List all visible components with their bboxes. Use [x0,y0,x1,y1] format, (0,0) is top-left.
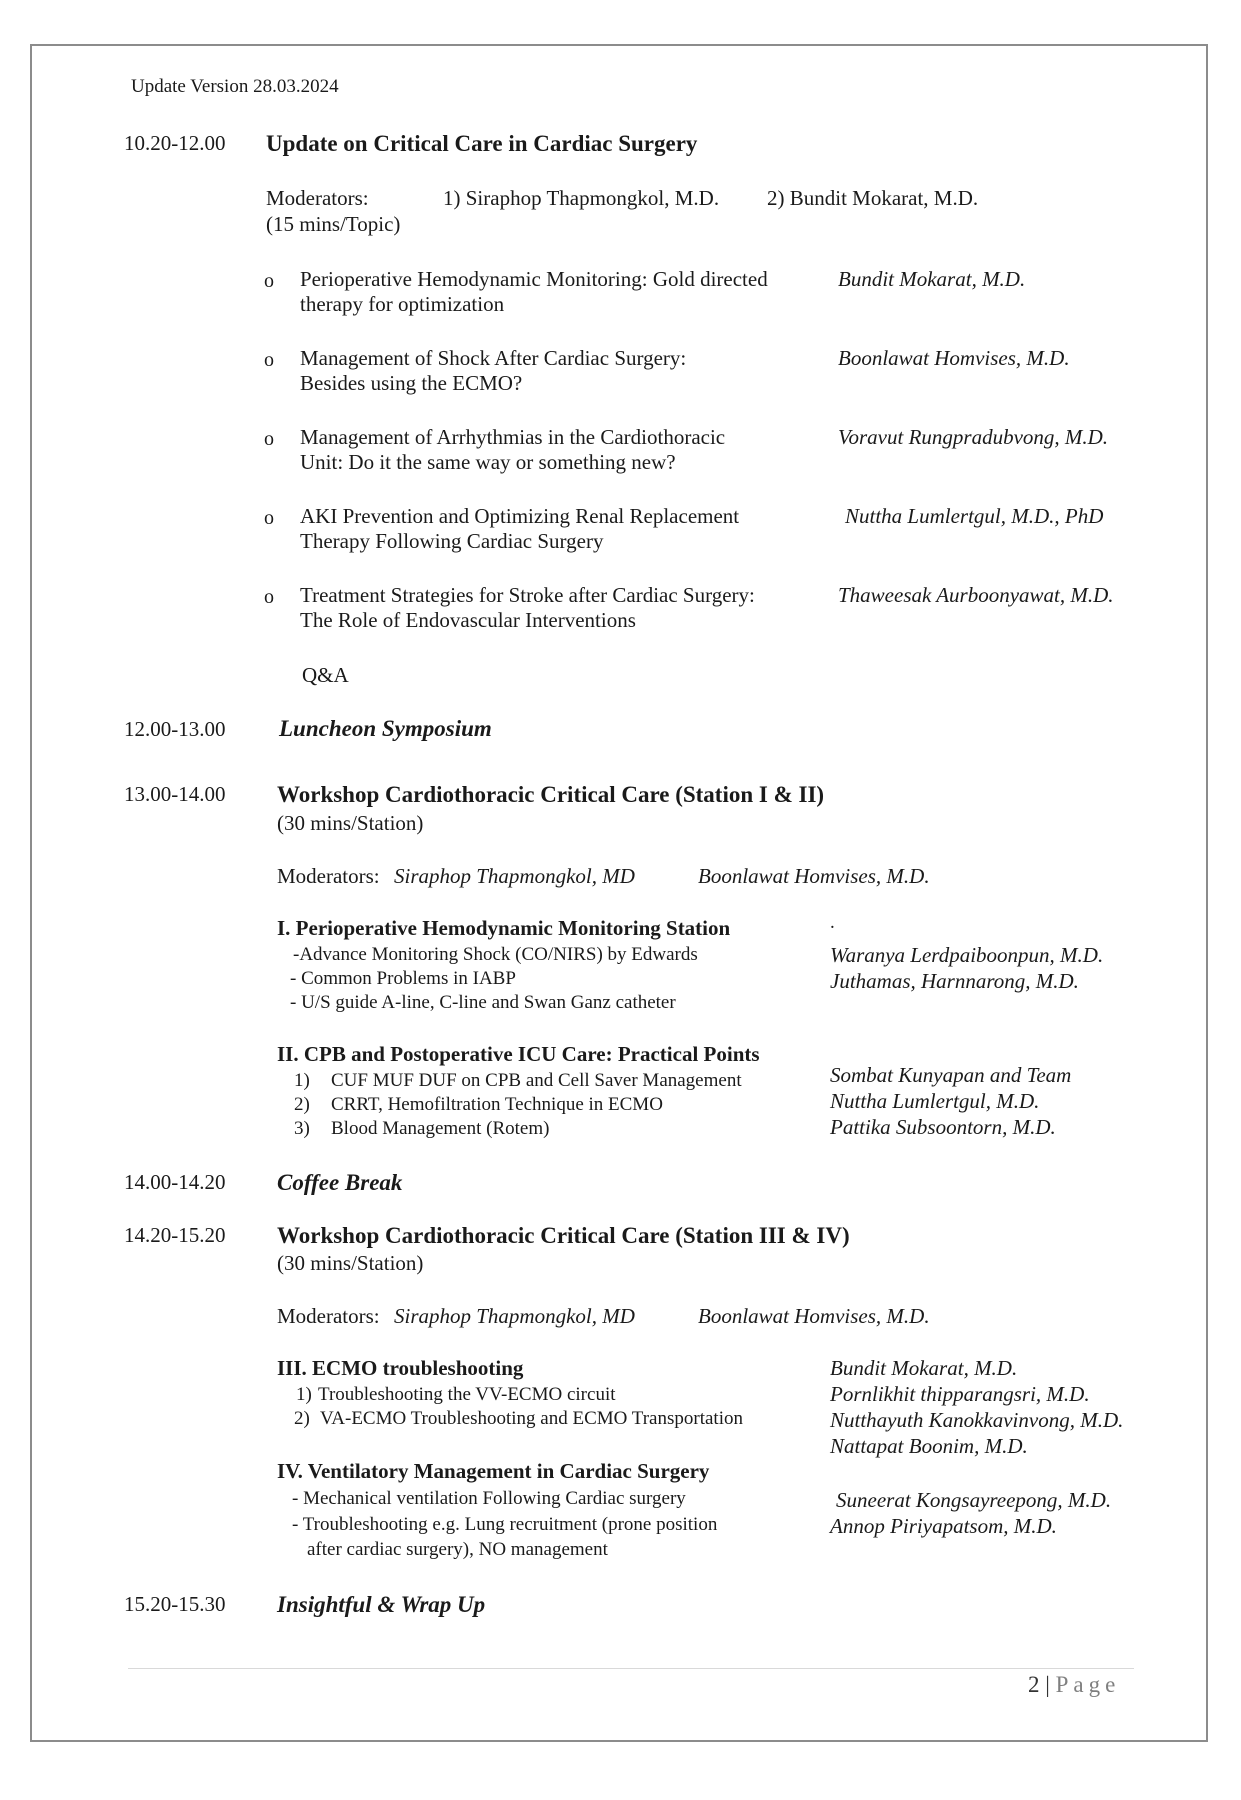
station3-item-2-text: VA-ECMO Troubleshooting and ECMO Transportation [320,1408,743,1429]
page-separator: | [1045,1672,1050,1697]
topic-1-bullet: o [264,270,274,292]
station3-item-2-num: 2) [294,1408,310,1429]
station1-speaker-2: Juthamas, Harnnarong, M.D. [830,969,1079,993]
topic-5-speaker: Thaweesak Aurboonyawat, M.D. [838,583,1114,607]
topic-5-line2: The Role of Endovascular Interventions [300,608,636,632]
topic-4-bullet: o [264,507,274,529]
footer-rule [128,1668,1134,1669]
topic-5-bullet: o [264,586,274,608]
station2-speaker-1: Sombat Kunyapan and Team [830,1063,1072,1087]
station2-item-3-text: Blood Management (Rotem) [331,1118,550,1139]
coffee-time: 14.00-14.20 [124,1170,226,1194]
page-number-footer [1028,1672,1120,1698]
station1-speaker-1: Waranya Lerdpaiboonpun, M.D. [830,943,1104,967]
topic-1-line2: therapy for optimization [300,292,505,316]
workshop1-moderator-1: Siraphop Thapmongkol, MD [394,864,635,888]
workshop1-time: 13.00-14.00 [124,782,226,806]
station3-item-1-num: 1) [296,1384,312,1405]
station3-title: III. ECMO troubleshooting [277,1356,524,1380]
workshop1-moderator-2: Boonlawat Homvises, M.D. [698,864,930,888]
workshop2-moderators-label: Moderators: [277,1304,380,1328]
lunch-title: Luncheon Symposium [279,716,492,741]
wrapup-time: 15.20-15.30 [124,1592,226,1616]
workshop1-title: Workshop Cardiothoracic Critical Care (Station I & II) [277,782,825,807]
station1-dot: . [830,912,835,933]
workshop2-moderator-2: Boonlawat Homvises, M.D. [698,1304,930,1328]
station1-item-3: - U/S guide A-line, C-line and Swan Ganz catheter [290,992,676,1013]
station4-speaker-2: Annop Piriyapatsom, M.D. [830,1514,1057,1538]
station4-title: IV. Ventilatory Management in Cardiac Surgery [277,1459,710,1483]
station2-item-1-text: CUF MUF DUF on CPB and Cell Saver Management [331,1070,742,1091]
station2-item-2-num: 2) [294,1094,310,1115]
workshop1-duration: (30 mins/Station) [277,811,424,835]
page-number: 2 [1028,1672,1040,1697]
version-label: Update Version 28.03.2024 [131,76,339,97]
station3-item-1-text: Troubleshooting the VV-ECMO circuit [318,1384,616,1405]
session1-moderator-1: 1) Siraphop Thapmongkol, M.D. [443,186,720,210]
station3-speaker-3: Nutthayuth Kanokkavinvong, M.D. [830,1408,1124,1432]
station2-title: II. CPB and Postoperative ICU Care: Practical Points [277,1042,760,1066]
station2-item-2-text: CRRT, Hemofiltration Technique in ECMO [331,1094,663,1115]
workshop2-duration: (30 mins/Station) [277,1251,424,1275]
wrapup-title: Insightful & Wrap Up [277,1592,486,1617]
topic-3-speaker: Voravut Rungpradubvong, M.D. [838,425,1109,449]
station2-item-1-num: 1) [294,1070,310,1091]
station2-speaker-3: Pattika Subsoontorn, M.D. [830,1115,1056,1139]
lunch-time: 12.00-13.00 [124,717,226,741]
station2-item-3-num: 3) [294,1118,310,1139]
topic-5-line1: Treatment Strategies for Stroke after Cardiac Surgery: [300,583,755,607]
workshop2-moderator-1: Siraphop Thapmongkol, MD [394,1304,635,1328]
station4-item-1: - Mechanical ventilation Following Cardiac surgery [292,1488,686,1509]
topic-4-line1: AKI Prevention and Optimizing Renal Replacement [300,504,740,528]
station4-item-2: - Troubleshooting e.g. Lung recruitment (prone position [292,1514,718,1535]
topic-2-line1: Management of Shock After Cardiac Surgery: [300,346,687,370]
station4-speaker-1: Suneerat Kongsayreepong, M.D. [836,1488,1112,1512]
page-label: Page [1055,1672,1121,1697]
station4-item-3: after cardiac surgery), NO management [307,1539,608,1560]
session1-title: Update on Critical Care in Cardiac Surgery [266,131,698,156]
session1-duration: (15 mins/Topic) [266,212,401,236]
topic-4-speaker: Nuttha Lumlertgul, M.D., PhD [845,504,1104,528]
topic-2-line2: Besides using the ECMO? [300,371,523,395]
station3-speaker-2: Pornlikhit thipparangsri, M.D. [830,1382,1090,1406]
session1-time: 10.20-12.00 [124,131,226,155]
workshop1-moderators-label: Moderators: [277,864,380,888]
qa-label: Q&A [302,663,349,687]
topic-4-line2: Therapy Following Cardiac Surgery [300,529,604,553]
session1-moderators-label: Moderators: [266,186,369,210]
topic-2-bullet: o [264,349,274,371]
station3-speaker-4: Nattapat Boonim, M.D. [830,1434,1028,1458]
topic-3-line2: Unit: Do it the same way or something new? [300,450,676,474]
session1-moderator-2: 2) Bundit Mokarat, M.D. [767,186,979,210]
workshop2-time: 14.20-15.20 [124,1223,226,1247]
station3-speaker-1: Bundit Mokarat, M.D. [830,1356,1018,1380]
station1-item-2: - Common Problems in IABP [290,968,516,989]
station1-item-1: -Advance Monitoring Shock (CO/NIRS) by Edwards [293,944,698,965]
topic-2-speaker: Boonlawat Homvises, M.D. [838,346,1070,370]
topic-1-line1: Perioperative Hemodynamic Monitoring: Gold directed [300,267,768,291]
workshop2-title: Workshop Cardiothoracic Critical Care (Station III & IV) [277,1223,850,1248]
topic-1-speaker: Bundit Mokarat, M.D. [838,267,1026,291]
station1-title: I. Perioperative Hemodynamic Monitoring Station [277,916,731,940]
station2-speaker-2: Nuttha Lumlertgul, M.D. [830,1089,1040,1113]
topic-3-bullet: o [264,428,274,450]
topic-3-line1: Management of Arrhythmias in the Cardiothoracic [300,425,726,449]
coffee-title: Coffee Break [277,1170,403,1195]
